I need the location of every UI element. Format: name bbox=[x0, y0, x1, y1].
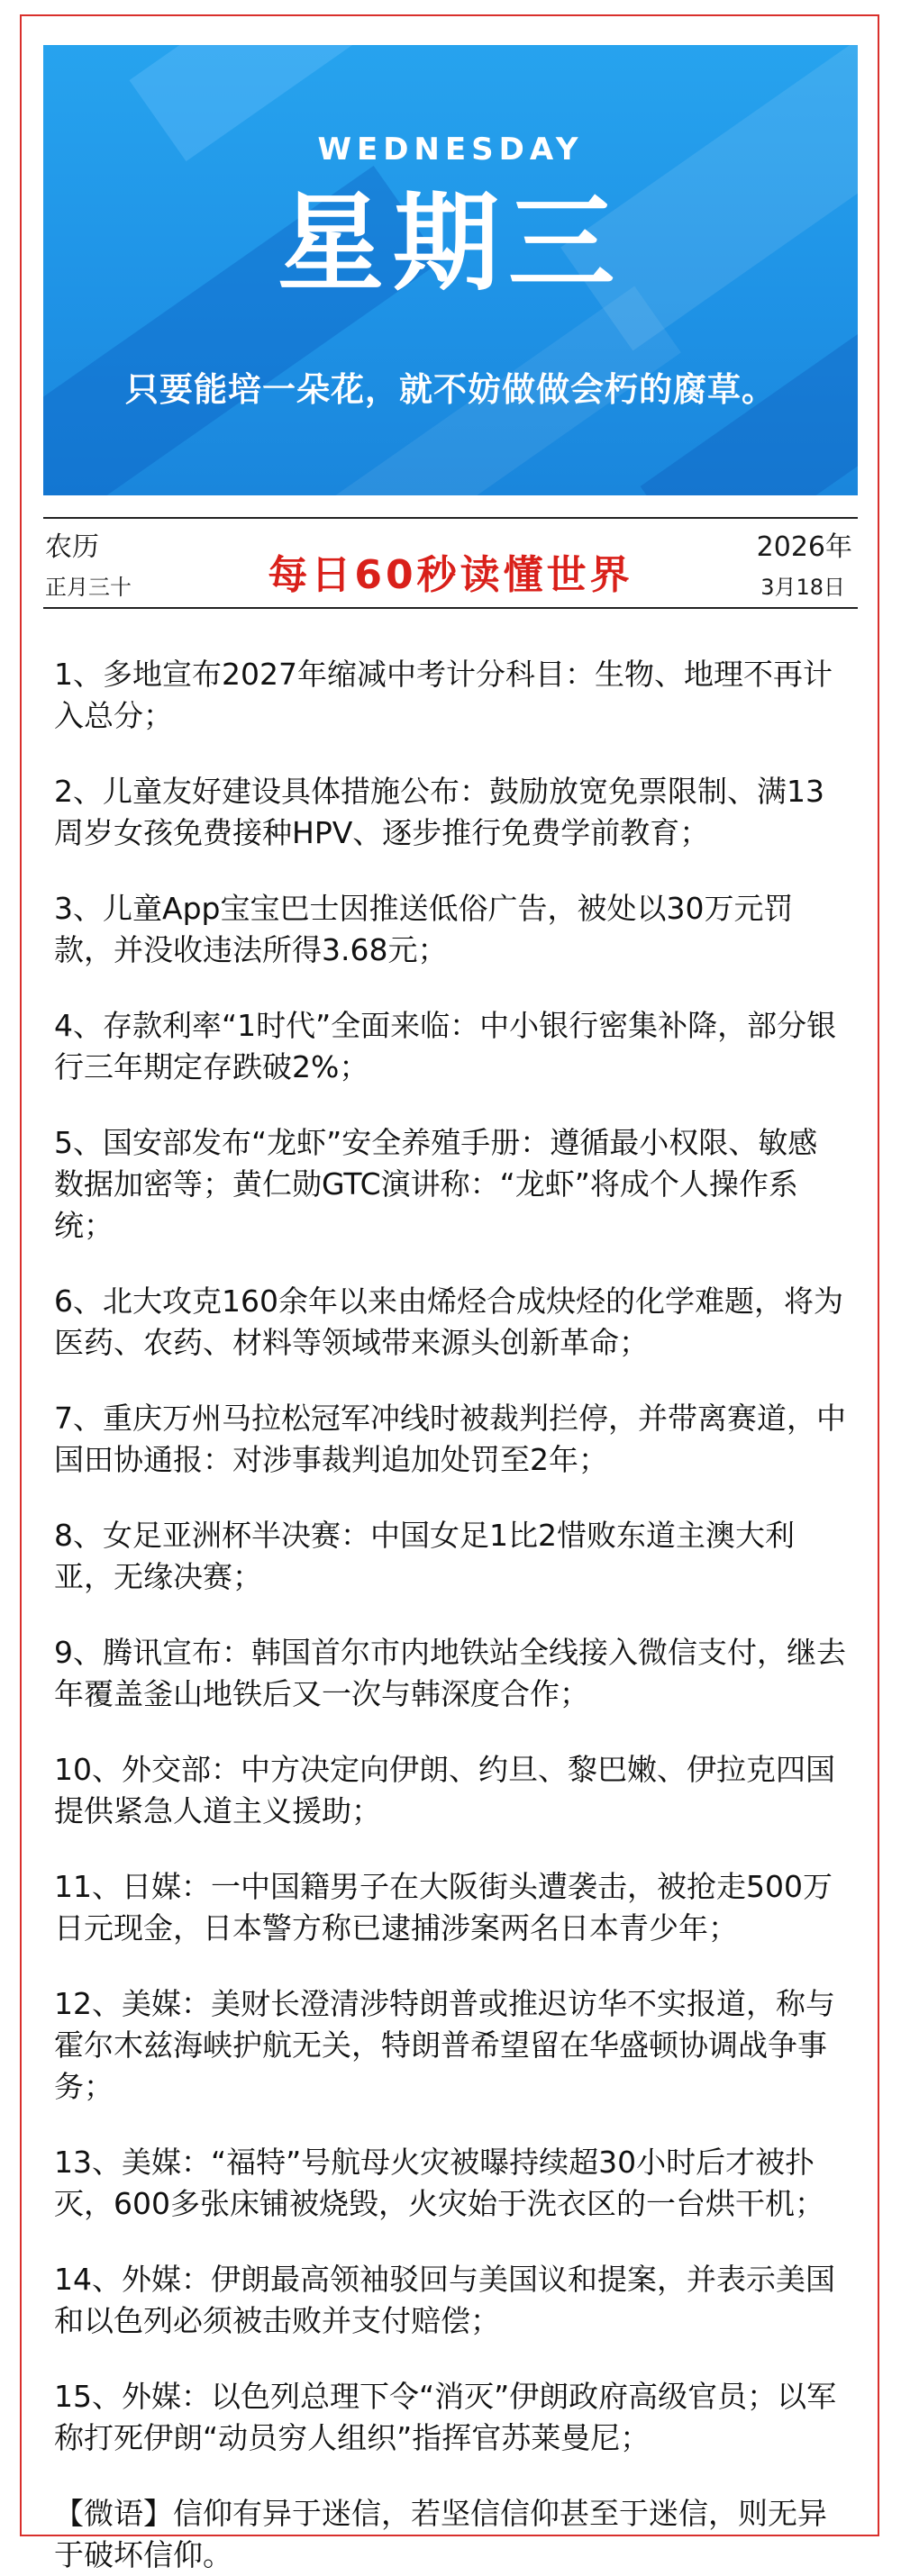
news-item: 15、外媒：以色列总理下令“消灭”伊朗政府高级官员；以军称打死伊朗“动员穷人组织”指挥官苏莱曼尼； bbox=[54, 2379, 837, 2455]
date-band bbox=[43, 501, 858, 611]
news-item: 11、日媒：一中国籍男子在大阪街头遭袭击，被抢走500万日元现金，日本警方称已逮捕涉案两名日本青少年； bbox=[54, 1869, 833, 1946]
news-item: 13、美媒：“福特”号航母火灾被曝持续超30小时后才被扑灭，600多张床铺被烧毁，火灾始于洗衣区的一台烘干机； bbox=[54, 2145, 824, 2221]
news-item: 5、国安部发布“龙虾”安全养殖手册：遵循最小权限、敏感数据加密等；黄仁勋GTC演讲称：“龙虾”将成个人操作系统； bbox=[54, 1125, 818, 1243]
weekday-banner bbox=[43, 45, 858, 495]
year-label: 2026年 bbox=[756, 531, 852, 563]
top-rule bbox=[43, 517, 858, 519]
news-item: 12、美媒：美财长澄清涉特朗普或推迟访华不实报道，称与霍尔木兹海峡护航无关，特朗普希望留在华盛顿协调战争事务； bbox=[54, 1986, 835, 2104]
news-item: 14、外媒：伊朗最高领袖驳回与美国议和提案，并表示美国和以色列必须被击败并支付赔偿； bbox=[54, 2262, 835, 2338]
daily-quote: 【微语】信仰有异于迷信，若坚信信仰甚至于迷信，则无异于破坏信仰。 bbox=[54, 2496, 827, 2572]
banner-motto: 只要能培一朵花，就不妨做做会朽的腐草。 bbox=[125, 370, 776, 409]
lunar-date: 正月三十 bbox=[45, 575, 132, 600]
news-item: 3、儿童App宝宝巴士因推送低俗广告，被处以30万元罚款，并没收违法所得3.68元； bbox=[54, 891, 794, 967]
news-list bbox=[54, 654, 847, 2576]
news-item: 2、儿童友好建设具体措施公布：鼓励放宽免票限制、满13周岁女孩免费接种HPV、逐步推行免费学前教育； bbox=[54, 774, 824, 850]
lunar-label: 农历 bbox=[45, 531, 99, 563]
news-item: 9、腾讯宣布：韩国首尔市内地铁站全线接入微信支付，继去年覆盖釜山地铁后又一次与韩深度合作； bbox=[54, 1635, 846, 1711]
news-item: 10、外交部：中方决定向伊朗、约旦、黎巴嫩、伊拉克四国提供紧急人道主义援助； bbox=[54, 1752, 835, 1828]
news-item: 8、女足亚洲杯半决赛：中国女足1比2惜败东道主澳大利亚，无缘决赛； bbox=[54, 1518, 795, 1594]
bottom-rule bbox=[43, 607, 858, 609]
date-label: 3月18日 bbox=[760, 575, 845, 600]
news-item: 4、存款利率“1时代”全面来临：中小银行密集补降，部分银行三年期定存跌破2%； bbox=[54, 1008, 837, 1084]
news-item: 1、多地宣布2027年缩减中考计分科目：生物、地理不再计入总分； bbox=[54, 657, 833, 733]
news-item: 7、重庆万州马拉松冠军冲线时被裁判拦停，并带离赛道，中国田协通报：对涉事裁判追加处罚至2年； bbox=[54, 1401, 846, 1477]
weekday-english: WEDNESDAY bbox=[317, 132, 584, 168]
weekday-chinese: 星期三 bbox=[277, 181, 623, 305]
page-title: 每日60秒读懂世界 bbox=[268, 552, 633, 598]
news-item: 6、北大攻克160余年以来由烯烃合成炔烃的化学难题，将为医药、农药、材料等领域带来源头创新革命； bbox=[54, 1283, 843, 1360]
